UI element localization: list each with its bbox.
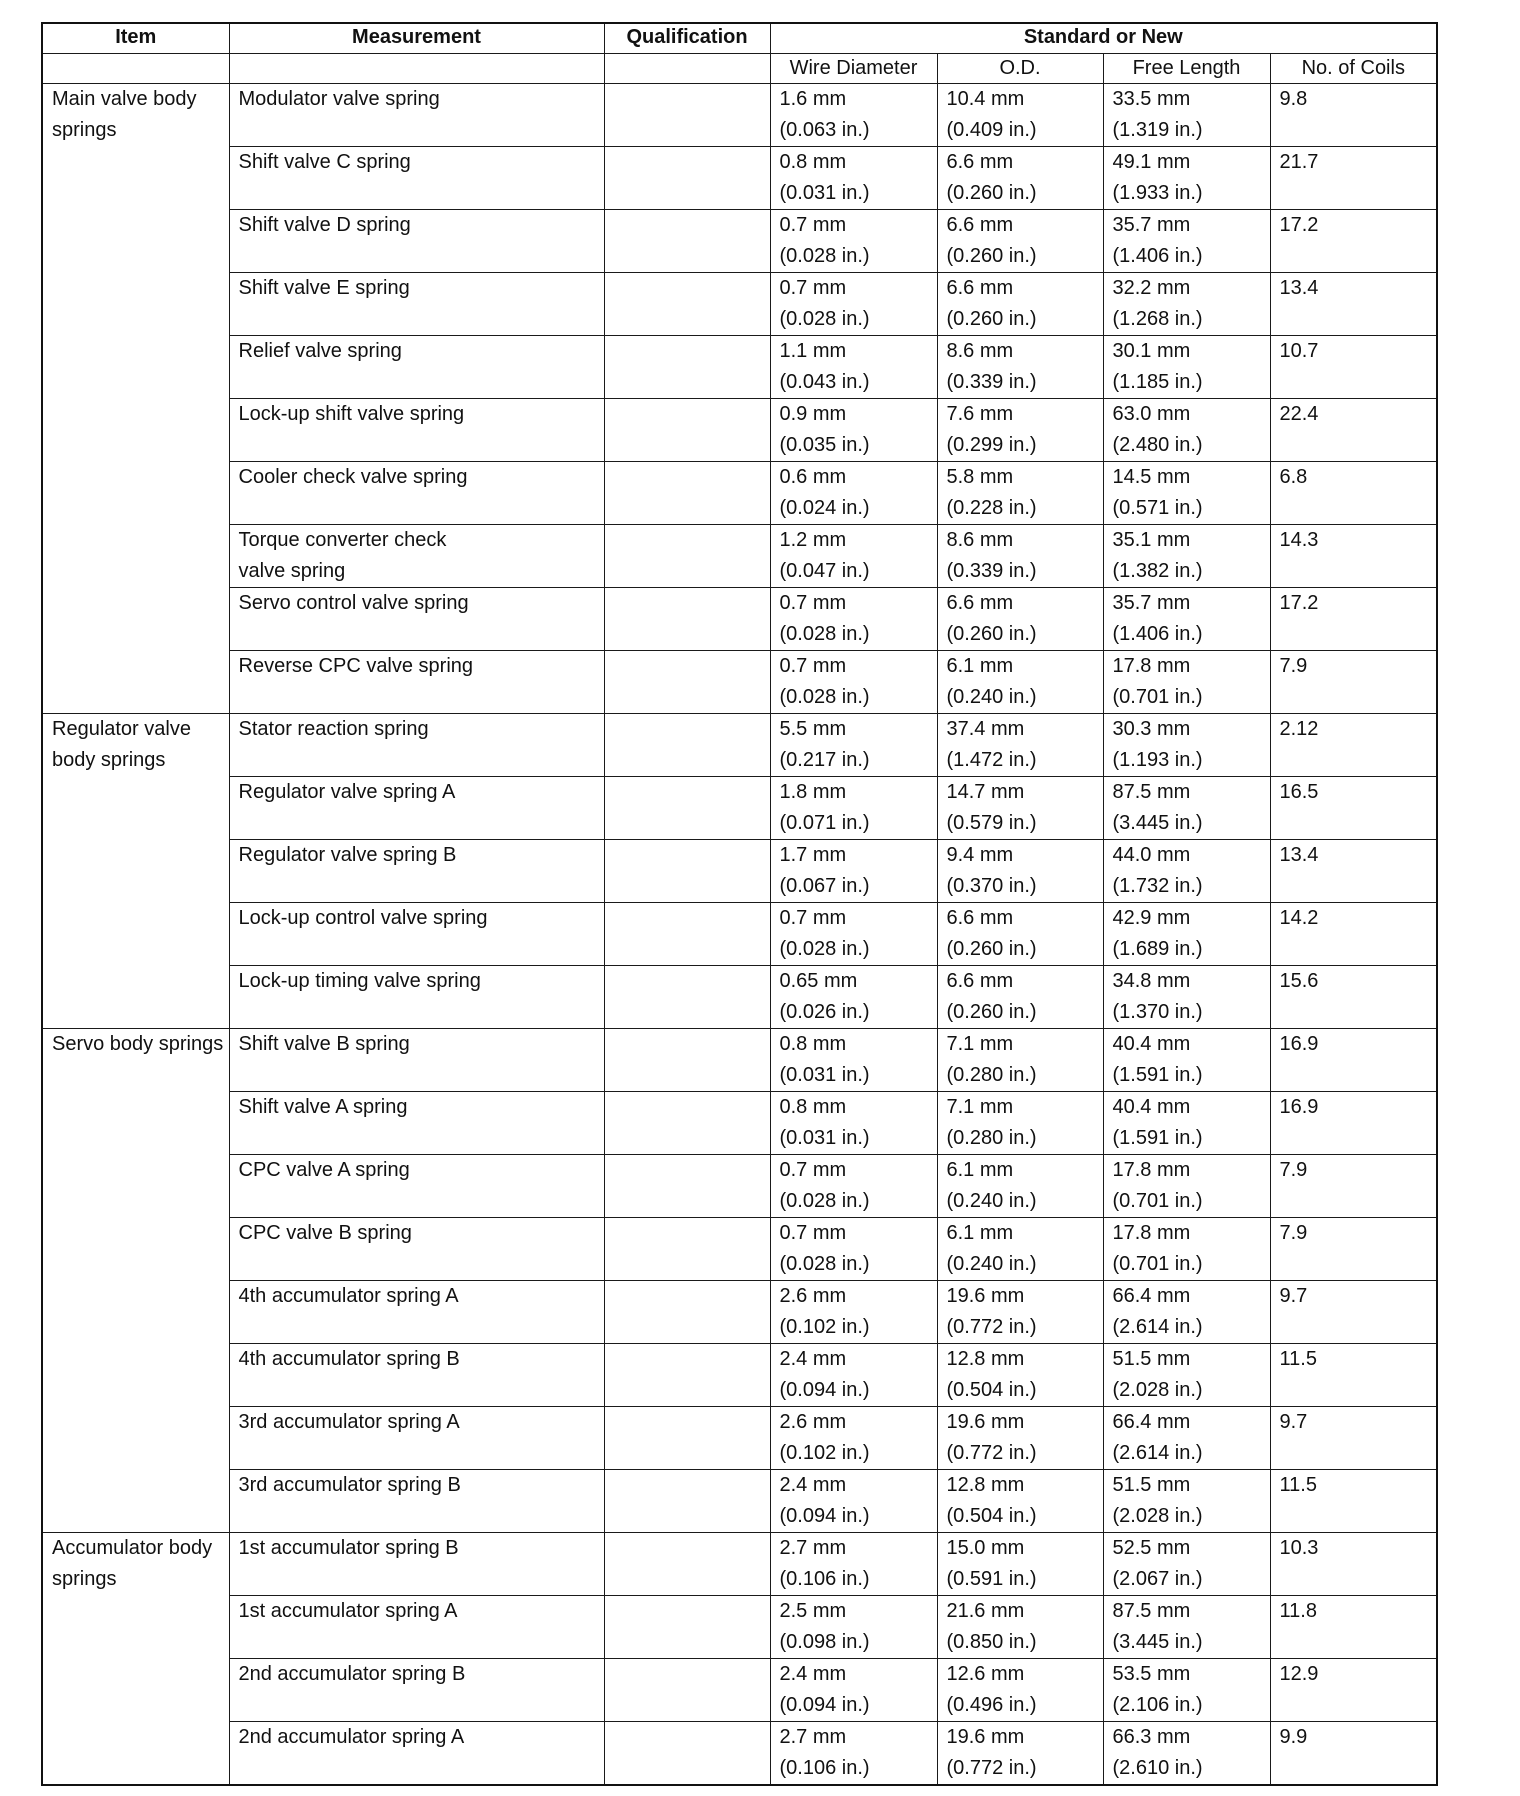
free-length-cell: 51.5 mm (2.028 in.) [1103, 1344, 1270, 1407]
od-cell: 6.6 mm (0.260 in.) [937, 588, 1103, 651]
table-row [42, 1470, 1437, 1533]
free-length-cell: 87.5 mm (3.445 in.) [1103, 777, 1270, 840]
od-cell: 6.1 mm (0.240 in.) [937, 651, 1103, 714]
free-length-cell: 66.3 mm (2.610 in.) [1103, 1722, 1270, 1786]
measurement-cell: Lock-up timing valve spring [229, 966, 604, 1029]
wire-diameter-cell: 0.7 mm (0.028 in.) [770, 1155, 937, 1218]
measurement-cell: Reverse CPC valve spring [229, 651, 604, 714]
qualification-cell [604, 210, 770, 273]
table-row [42, 1596, 1437, 1659]
wire-diameter-cell: 0.9 mm (0.035 in.) [770, 399, 937, 462]
wire-diameter-cell: 5.5 mm (0.217 in.) [770, 714, 937, 777]
free-length-cell: 40.4 mm (1.591 in.) [1103, 1092, 1270, 1155]
header-qualification: Qualification [604, 23, 770, 54]
measurement-cell: Cooler check valve spring [229, 462, 604, 525]
table-row [42, 714, 1437, 777]
item-group-label: Accumulator body springs [42, 1533, 229, 1786]
table-row [42, 966, 1437, 1029]
wire-diameter-cell: 0.6 mm (0.024 in.) [770, 462, 937, 525]
qualification-cell [604, 777, 770, 840]
measurement-cell: Regulator valve spring B [229, 840, 604, 903]
qualification-cell [604, 588, 770, 651]
qualification-cell [604, 525, 770, 588]
measurement-cell: 3rd accumulator spring A [229, 1407, 604, 1470]
subheader-blank-item [42, 54, 229, 84]
od-cell: 7.1 mm (0.280 in.) [937, 1092, 1103, 1155]
table-row [42, 840, 1437, 903]
coils-cell: 22.4 [1270, 399, 1437, 462]
table-row [42, 525, 1437, 588]
od-cell: 21.6 mm (0.850 in.) [937, 1596, 1103, 1659]
qualification-cell [604, 714, 770, 777]
od-cell: 6.6 mm (0.260 in.) [937, 903, 1103, 966]
free-length-cell: 44.0 mm (1.732 in.) [1103, 840, 1270, 903]
measurement-cell: Servo control valve spring [229, 588, 604, 651]
table-row [42, 399, 1437, 462]
subheader-blank-qualification [604, 54, 770, 84]
measurement-cell: 4th accumulator spring A [229, 1281, 604, 1344]
header-item: Item [42, 23, 229, 54]
od-cell: 15.0 mm (0.591 in.) [937, 1533, 1103, 1596]
coils-cell: 16.9 [1270, 1029, 1437, 1092]
measurement-cell: 4th accumulator spring B [229, 1344, 604, 1407]
wire-diameter-cell: 2.6 mm (0.102 in.) [770, 1407, 937, 1470]
coils-cell: 11.8 [1270, 1596, 1437, 1659]
coils-cell: 7.9 [1270, 1155, 1437, 1218]
wire-diameter-cell: 0.7 mm (0.028 in.) [770, 903, 937, 966]
measurement-cell: Shift valve C spring [229, 147, 604, 210]
free-length-cell: 14.5 mm (0.571 in.) [1103, 462, 1270, 525]
wire-diameter-cell: 0.7 mm (0.028 in.) [770, 588, 937, 651]
wire-diameter-cell: 0.7 mm (0.028 in.) [770, 651, 937, 714]
od-cell: 19.6 mm (0.772 in.) [937, 1407, 1103, 1470]
free-length-cell: 30.3 mm (1.193 in.) [1103, 714, 1270, 777]
od-cell: 19.6 mm (0.772 in.) [937, 1722, 1103, 1786]
coils-cell: 9.9 [1270, 1722, 1437, 1786]
measurement-cell: Lock-up control valve spring [229, 903, 604, 966]
wire-diameter-cell: 0.8 mm (0.031 in.) [770, 147, 937, 210]
table-row [42, 777, 1437, 840]
free-length-cell: 17.8 mm (0.701 in.) [1103, 1155, 1270, 1218]
qualification-cell [604, 651, 770, 714]
wire-diameter-cell: 1.8 mm (0.071 in.) [770, 777, 937, 840]
wire-diameter-cell: 2.4 mm (0.094 in.) [770, 1470, 937, 1533]
qualification-cell [604, 273, 770, 336]
qualification-cell [604, 1596, 770, 1659]
wire-diameter-cell: 1.7 mm (0.067 in.) [770, 840, 937, 903]
coils-cell: 11.5 [1270, 1470, 1437, 1533]
qualification-cell [604, 1533, 770, 1596]
free-length-cell: 49.1 mm (1.933 in.) [1103, 147, 1270, 210]
qualification-cell [604, 1218, 770, 1281]
od-cell: 7.1 mm (0.280 in.) [937, 1029, 1103, 1092]
wire-diameter-cell: 0.65 mm (0.026 in.) [770, 966, 937, 1029]
table-row [42, 210, 1437, 273]
spec-body [42, 84, 1437, 1786]
free-length-cell: 42.9 mm (1.689 in.) [1103, 903, 1270, 966]
free-length-cell: 52.5 mm (2.067 in.) [1103, 1533, 1270, 1596]
header-coils: No. of Coils [1270, 54, 1437, 84]
table-row [42, 1281, 1437, 1344]
free-length-cell: 17.8 mm (0.701 in.) [1103, 651, 1270, 714]
header-measurement: Measurement [229, 23, 604, 54]
wire-diameter-cell: 0.8 mm (0.031 in.) [770, 1092, 937, 1155]
wire-diameter-cell: 1.6 mm (0.063 in.) [770, 84, 937, 147]
measurement-cell: 1st accumulator spring B [229, 1533, 604, 1596]
measurement-cell: 2nd accumulator spring B [229, 1659, 604, 1722]
measurement-cell: Modulator valve spring [229, 84, 604, 147]
od-cell: 12.8 mm (0.504 in.) [937, 1470, 1103, 1533]
table-row [42, 1344, 1437, 1407]
table-row [42, 1407, 1437, 1470]
free-length-cell: 87.5 mm (3.445 in.) [1103, 1596, 1270, 1659]
qualification-cell [604, 1281, 770, 1344]
coils-cell: 21.7 [1270, 147, 1437, 210]
qualification-cell [604, 1155, 770, 1218]
qualification-cell [604, 1092, 770, 1155]
coils-cell: 11.5 [1270, 1344, 1437, 1407]
od-cell: 6.1 mm (0.240 in.) [937, 1155, 1103, 1218]
item-group-label: Main valve body springs [42, 84, 229, 714]
measurement-cell: Relief valve spring [229, 336, 604, 399]
header-free-length: Free Length [1103, 54, 1270, 84]
table-row [42, 336, 1437, 399]
qualification-cell [604, 966, 770, 1029]
wire-diameter-cell: 2.5 mm (0.098 in.) [770, 1596, 937, 1659]
free-length-cell: 17.8 mm (0.701 in.) [1103, 1218, 1270, 1281]
od-cell: 12.8 mm (0.504 in.) [937, 1344, 1103, 1407]
wire-diameter-cell: 2.6 mm (0.102 in.) [770, 1281, 937, 1344]
od-cell: 5.8 mm (0.228 in.) [937, 462, 1103, 525]
coils-cell: 17.2 [1270, 588, 1437, 651]
coils-cell: 7.9 [1270, 651, 1437, 714]
wire-diameter-cell: 2.4 mm (0.094 in.) [770, 1344, 937, 1407]
header-od: O.D. [937, 54, 1103, 84]
header-wire-diameter: Wire Diameter [770, 54, 937, 84]
measurement-cell: CPC valve B spring [229, 1218, 604, 1281]
measurement-cell: 2nd accumulator spring A [229, 1722, 604, 1786]
coils-cell: 14.2 [1270, 903, 1437, 966]
measurement-cell: CPC valve A spring [229, 1155, 604, 1218]
free-length-cell: 40.4 mm (1.591 in.) [1103, 1029, 1270, 1092]
qualification-cell [604, 903, 770, 966]
coils-cell: 9.7 [1270, 1407, 1437, 1470]
wire-diameter-cell: 0.7 mm (0.028 in.) [770, 1218, 937, 1281]
od-cell: 10.4 mm (0.409 in.) [937, 84, 1103, 147]
free-length-cell: 66.4 mm (2.614 in.) [1103, 1407, 1270, 1470]
table-row [42, 651, 1437, 714]
table-row [42, 1155, 1437, 1218]
qualification-cell [604, 1722, 770, 1786]
item-group-label: Regulator valve body springs [42, 714, 229, 1029]
wire-diameter-cell: 0.8 mm (0.031 in.) [770, 1029, 937, 1092]
measurement-cell: Lock-up shift valve spring [229, 399, 604, 462]
table-row [42, 462, 1437, 525]
od-cell: 7.6 mm (0.299 in.) [937, 399, 1103, 462]
qualification-cell [604, 336, 770, 399]
wire-diameter-cell: 2.7 mm (0.106 in.) [770, 1533, 937, 1596]
qualification-cell [604, 462, 770, 525]
subheader-blank-measurement [229, 54, 604, 84]
coils-cell: 2.12 [1270, 714, 1437, 777]
coils-cell: 12.9 [1270, 1659, 1437, 1722]
coils-cell: 10.7 [1270, 336, 1437, 399]
measurement-cell: Shift valve B spring [229, 1029, 604, 1092]
free-length-cell: 53.5 mm (2.106 in.) [1103, 1659, 1270, 1722]
od-cell: 8.6 mm (0.339 in.) [937, 525, 1103, 588]
header-row [42, 23, 1437, 54]
qualification-cell [604, 1659, 770, 1722]
od-cell: 6.1 mm (0.240 in.) [937, 1218, 1103, 1281]
qualification-cell [604, 1470, 770, 1533]
free-length-cell: 63.0 mm (2.480 in.) [1103, 399, 1270, 462]
od-cell: 6.6 mm (0.260 in.) [937, 147, 1103, 210]
coils-cell: 6.8 [1270, 462, 1437, 525]
coils-cell: 9.7 [1270, 1281, 1437, 1344]
coils-cell: 16.5 [1270, 777, 1437, 840]
coils-cell: 16.9 [1270, 1092, 1437, 1155]
item-group-label: Servo body springs [42, 1029, 229, 1533]
coils-cell: 7.9 [1270, 1218, 1437, 1281]
wire-diameter-cell: 1.2 mm (0.047 in.) [770, 525, 937, 588]
coils-cell: 14.3 [1270, 525, 1437, 588]
free-length-cell: 34.8 mm (1.370 in.) [1103, 966, 1270, 1029]
qualification-cell [604, 399, 770, 462]
table-row [42, 147, 1437, 210]
qualification-cell [604, 1029, 770, 1092]
table-row [42, 1218, 1437, 1281]
measurement-cell: Regulator valve spring A [229, 777, 604, 840]
coils-cell: 9.8 [1270, 84, 1437, 147]
coils-cell: 10.3 [1270, 1533, 1437, 1596]
od-cell: 14.7 mm (0.579 in.) [937, 777, 1103, 840]
free-length-cell: 33.5 mm (1.319 in.) [1103, 84, 1270, 147]
free-length-cell: 32.2 mm (1.268 in.) [1103, 273, 1270, 336]
wire-diameter-cell: 0.7 mm (0.028 in.) [770, 210, 937, 273]
od-cell: 6.6 mm (0.260 in.) [937, 273, 1103, 336]
header-standard-or-new: Standard or New [770, 23, 1437, 54]
qualification-cell [604, 147, 770, 210]
table-row [42, 1722, 1437, 1786]
coils-cell: 13.4 [1270, 273, 1437, 336]
qualification-cell [604, 84, 770, 147]
measurement-cell: 3rd accumulator spring B [229, 1470, 604, 1533]
table-row [42, 1659, 1437, 1722]
od-cell: 19.6 mm (0.772 in.) [937, 1281, 1103, 1344]
measurement-cell: Stator reaction spring [229, 714, 604, 777]
wire-diameter-cell: 1.1 mm (0.043 in.) [770, 336, 937, 399]
free-length-cell: 35.1 mm (1.382 in.) [1103, 525, 1270, 588]
measurement-cell: Shift valve A spring [229, 1092, 604, 1155]
wire-diameter-cell: 0.7 mm (0.028 in.) [770, 273, 937, 336]
qualification-cell [604, 1344, 770, 1407]
free-length-cell: 35.7 mm (1.406 in.) [1103, 210, 1270, 273]
wire-diameter-cell: 2.4 mm (0.094 in.) [770, 1659, 937, 1722]
table-row [42, 273, 1437, 336]
table-row [42, 588, 1437, 651]
od-cell: 12.6 mm (0.496 in.) [937, 1659, 1103, 1722]
coils-cell: 13.4 [1270, 840, 1437, 903]
free-length-cell: 30.1 mm (1.185 in.) [1103, 336, 1270, 399]
measurement-cell: Shift valve D spring [229, 210, 604, 273]
qualification-cell [604, 1407, 770, 1470]
coils-cell: 17.2 [1270, 210, 1437, 273]
coils-cell: 15.6 [1270, 966, 1437, 1029]
table-row [42, 903, 1437, 966]
od-cell: 9.4 mm (0.370 in.) [937, 840, 1103, 903]
table-row [42, 84, 1437, 147]
wire-diameter-cell: 2.7 mm (0.106 in.) [770, 1722, 937, 1786]
measurement-cell: Torque converter check valve spring [229, 525, 604, 588]
od-cell: 37.4 mm (1.472 in.) [937, 714, 1103, 777]
free-length-cell: 35.7 mm (1.406 in.) [1103, 588, 1270, 651]
table-row [42, 1029, 1437, 1092]
od-cell: 6.6 mm (0.260 in.) [937, 966, 1103, 1029]
od-cell: 8.6 mm (0.339 in.) [937, 336, 1103, 399]
qualification-cell [604, 840, 770, 903]
measurement-cell: 1st accumulator spring A [229, 1596, 604, 1659]
measurement-cell: Shift valve E spring [229, 273, 604, 336]
table-row [42, 1092, 1437, 1155]
od-cell: 6.6 mm (0.260 in.) [937, 210, 1103, 273]
table-row [42, 1533, 1437, 1596]
free-length-cell: 51.5 mm (2.028 in.) [1103, 1470, 1270, 1533]
subheader-row [42, 54, 1437, 84]
free-length-cell: 66.4 mm (2.614 in.) [1103, 1281, 1270, 1344]
spring-spec-table [41, 22, 1438, 1786]
